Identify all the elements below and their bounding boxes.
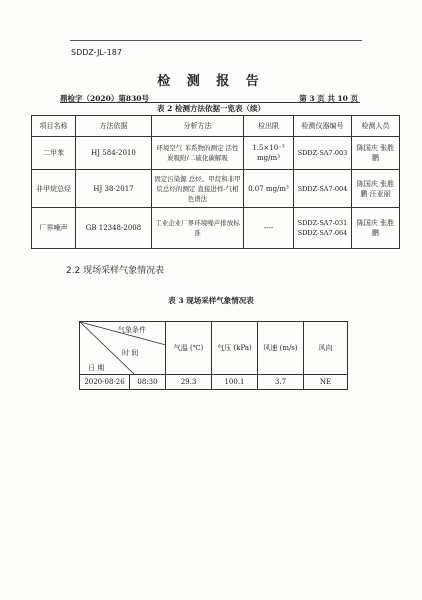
label-date: 日 期 [88,364,105,372]
header-method-basis: 方法依据 [76,116,152,137]
report-title: 检 测 报 告 [157,74,265,89]
cell-item: 厂界噪声 [32,208,76,249]
cell-personnel: 陈国庆 张胜鹏 [352,208,400,249]
cell-personnel: 陈国庆 张胜鹏 汪亚丽 [352,170,400,208]
cell-wind-speed: 3.7 [258,375,304,390]
cell-basis: HJ 584-2010 [76,137,152,170]
header-instrument-no: 检测仪器编号 [294,116,352,137]
document-code: SDDZ-JL-187 [71,48,122,57]
header-wind-direction: 风向 [304,322,348,375]
header-wind-speed: 风速 (m/s) [258,322,304,375]
cell-wind-direction: NE [304,375,348,390]
label-time: 时 间 [122,349,139,357]
table-row [32,208,400,249]
header-item-name: 项目名称 [32,116,76,137]
cell-limit: ---- [244,208,294,249]
table-row [80,375,348,390]
section-heading: 2.2 现场采样气象情况表 [66,266,165,276]
header-detection-limit: 检出限 [244,116,294,137]
diagonal-header-cell [80,322,166,375]
table-row [32,170,400,208]
header-analysis-method: 分析方法 [152,116,244,137]
cell-method: 工业企业厂界环境噪声排放标准 [152,208,244,249]
cell-instrument: SDDZ-SA7-004 [294,170,352,208]
weather-table [79,321,348,390]
cell-item: 非甲烷总烃 [32,170,76,208]
cell-basis: GB 12348-2008 [76,208,152,249]
cell-pressure: 100.1 [212,375,258,390]
label-weather-condition: 气象条件 [118,326,146,334]
cell-instrument: SDDZ-SA7-003 [294,137,352,170]
table-row [32,137,400,170]
cell-instrument: SDDZ-SA7-031 SDDZ-SA7-064 [294,208,352,249]
header-personnel: 检测人员 [352,116,400,137]
cell-time: 08:30 [130,375,166,390]
method-table [31,115,400,249]
header-temperature: 气温 (℃) [166,322,212,375]
cell-item: 二甲苯 [32,137,76,170]
page-indicator: 第 3 页 共 10 页 [299,94,358,103]
cell-limit: 1.5×10⁻³ mg/m³ [244,137,294,170]
table3-caption: 表 3 现场采样气象情况表 [168,296,254,305]
header-pressure: 气压 (kPa) [212,322,258,375]
table2-caption: 表 2 检测方法依据一览表（续） [157,104,265,113]
report-number: 鼎检字（2020）第830号 [60,94,150,103]
cell-basis: HJ 38-2017 [76,170,152,208]
cell-personnel: 陈国庆 张胜鹏 [352,137,400,170]
cell-method: 环境空气 苯系物的测定 活性炭吸附/二硫化碳解吸 [152,137,244,170]
cell-temperature: 29.3 [166,375,212,390]
cell-limit: 0.07 mg/m³ [244,170,294,208]
cell-method: 固定污染源 总烃、甲烷和非甲烷总烃的测定 直接进样-气相色谱法 [152,170,244,208]
cell-date: 2020-08-26 [80,375,130,390]
top-rule [70,40,362,41]
